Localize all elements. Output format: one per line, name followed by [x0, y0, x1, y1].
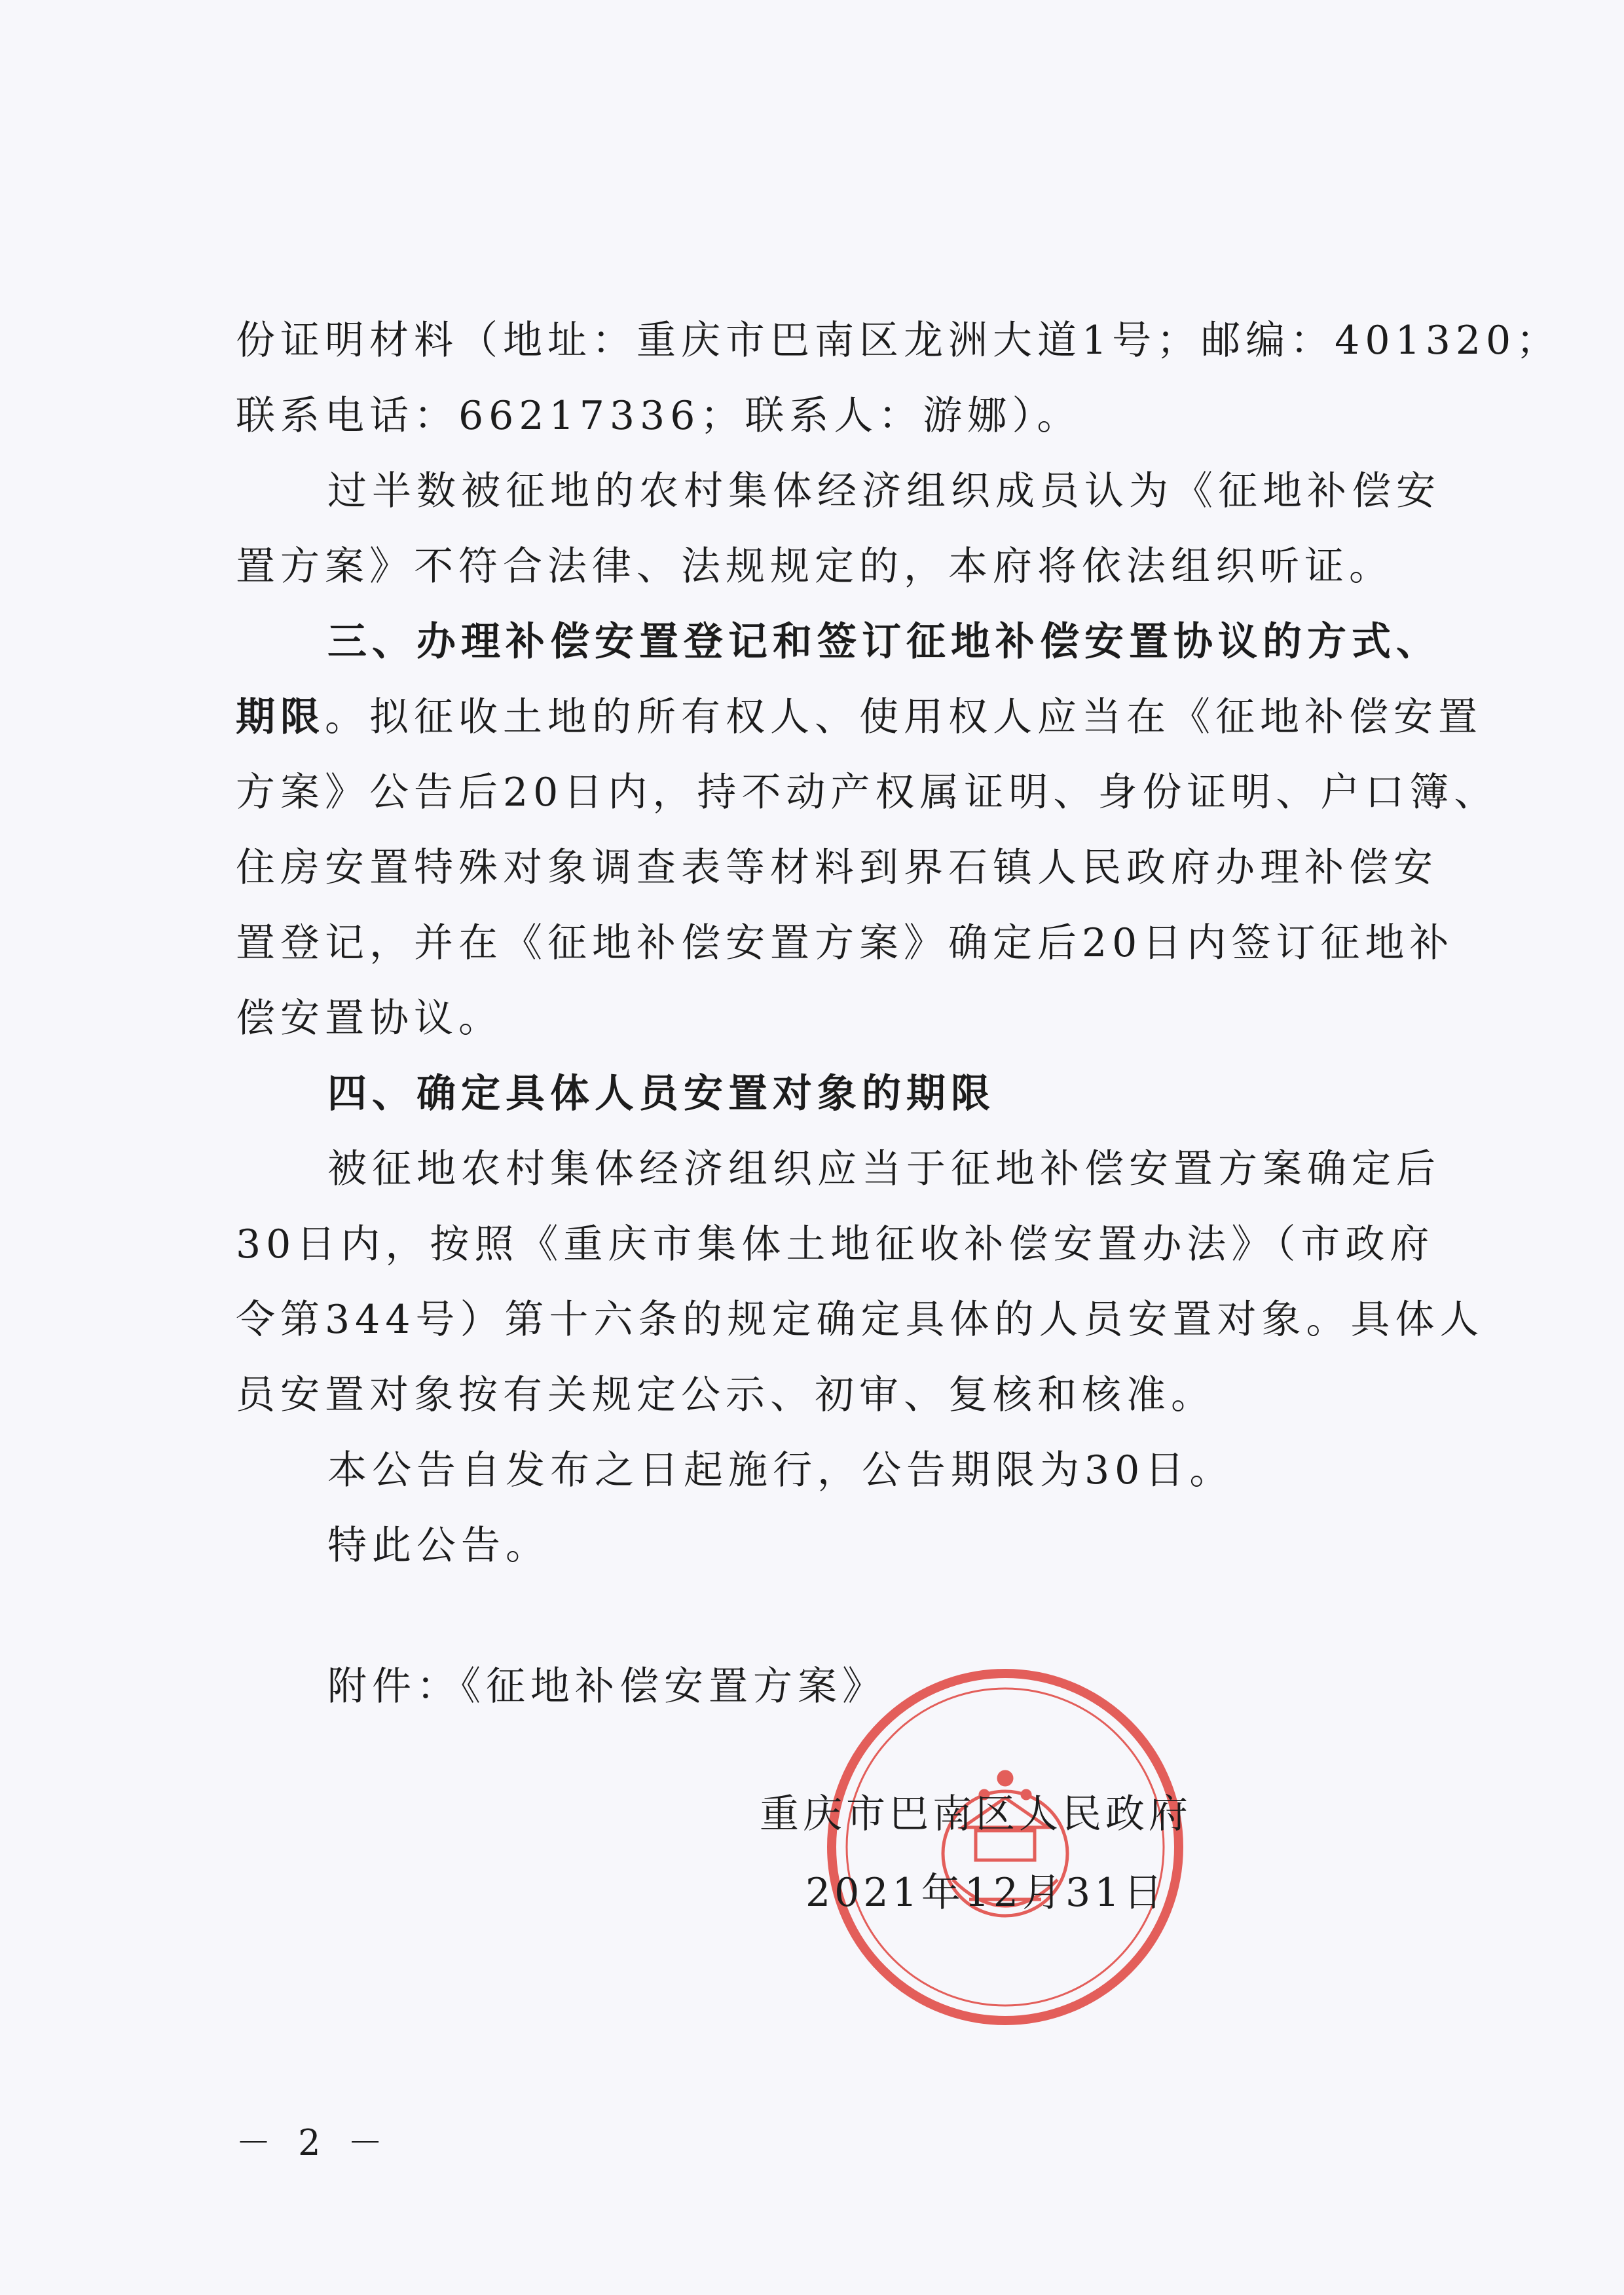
closing-phrase: 特此公告。: [327, 1523, 550, 1569]
section-three-title-end: 期限: [236, 694, 325, 740]
official-seal: [822, 1664, 1189, 2030]
attachment-line: 附件：《征地补偿安置方案》: [327, 1664, 887, 1709]
section-three-text-start: 。拟征收土地的所有权人、使用权人应当在《征地补偿安置: [325, 694, 1483, 740]
section-three-title: 办理补偿安置登记和签订征地补偿安置协议的方式、: [416, 619, 1441, 665]
effective-notice: 本公告自发布之日起施行，公告期限为30日。: [327, 1447, 1234, 1493]
issuer-name: 重庆市巴南区人民政府: [760, 1791, 1192, 1837]
body-line-8: 住房安置特殊对象调查表等材料到界石镇人民政府办理补偿安: [236, 845, 1438, 891]
body-line-6: [236, 694, 1483, 740]
body-line-13: 30日内，按照《重庆市集体土地征收补偿安置办法》（市政府: [236, 1222, 1435, 1267]
body-line-14: 令第344号）第十六条的规定确定具体的人员安置对象。具体人: [236, 1297, 1485, 1343]
section-three-prefix: 三、: [327, 619, 416, 665]
body-line-15: 员安置对象按有关规定公示、初审、复核和核准。: [236, 1372, 1215, 1418]
body-line-12: 被征地农村集体经济组织应当于征地补偿安置方案确定后: [327, 1146, 1441, 1192]
section-three-heading: [327, 619, 1441, 665]
body-line-4: 置方案》不符合法律、法规规定的，本府将依法组织听证。: [236, 544, 1393, 589]
body-line-3: 过半数被征地的农村集体经济组织成员认为《征地补偿安: [327, 468, 1441, 514]
page-number: － 2 －: [236, 2122, 391, 2163]
body-line-1: 份证明材料（地址：重庆市巴南区龙洲大道1号；邮编：401320；: [236, 318, 1561, 364]
section-four-heading: 四、确定具体人员安置对象的期限: [327, 1071, 995, 1117]
body-line-7: 方案》公告后20日内，持不动产权属证明、身份证明、户口簿、: [236, 770, 1499, 815]
body-line-9: 置登记，并在《征地补偿安置方案》确定后20日内签订征地补: [236, 920, 1454, 966]
issue-date: 2021年12月31日: [805, 1870, 1167, 1916]
body-line-10: 偿安置协议。: [236, 996, 503, 1041]
body-line-2: 联系电话：66217336；联系人：游娜）。: [236, 393, 1082, 439]
